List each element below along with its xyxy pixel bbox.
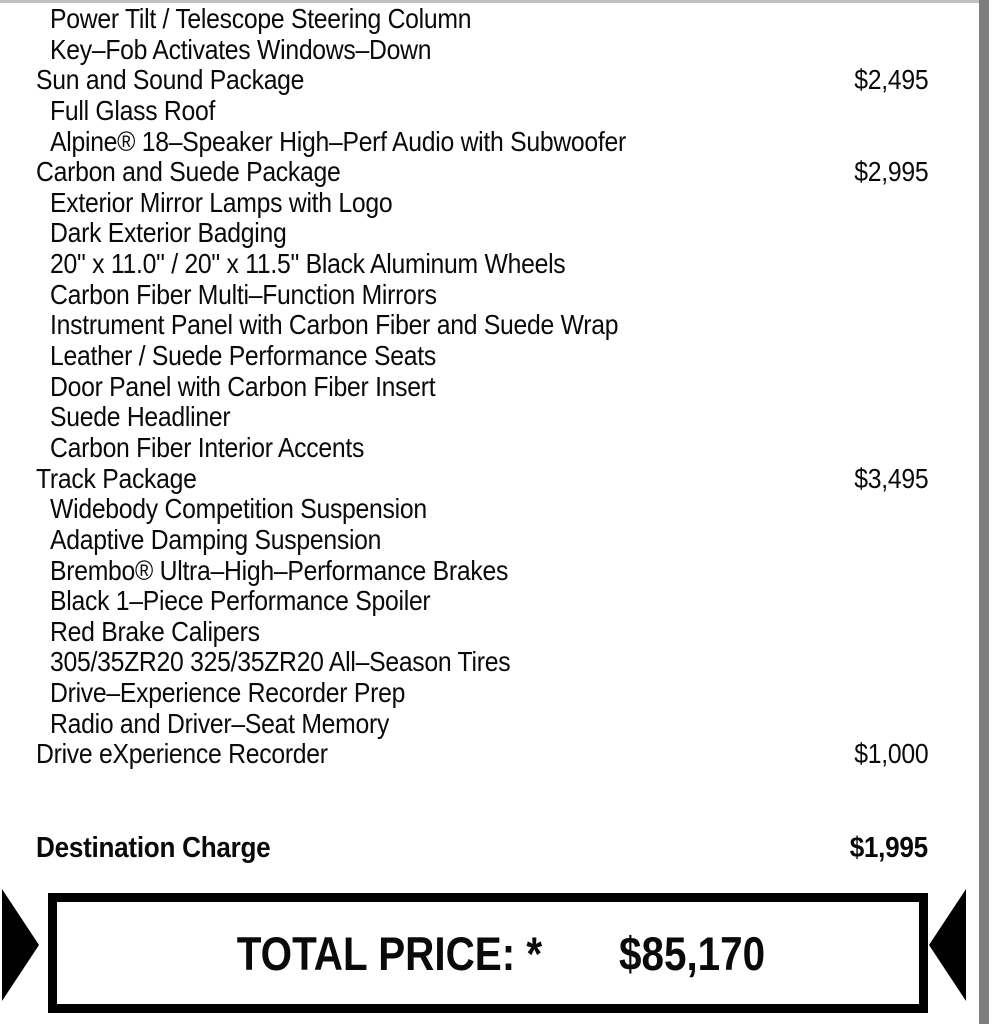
option-label: Brembo® Ultra–High–Performance Brakes [50,554,509,586]
option-label: Power Tilt / Telescope Steering Column [50,3,472,34]
option-row [36,280,928,311]
option-row [36,402,928,433]
left-arrow-icon [2,889,39,1001]
option-row [36,188,928,219]
option-label: Carbon Fiber Multi–Function Mirrors [50,278,437,310]
option-price: $3,495 [853,462,928,494]
option-label: Track Package [36,462,197,494]
total-price-label: TOTAL PRICE: * [236,926,543,980]
option-row [36,678,928,709]
option-row [36,464,928,495]
option-price: $2,995 [853,156,928,188]
option-row [36,249,928,280]
option-label: Radio and Driver–Seat Memory [50,707,390,739]
option-row [36,157,928,188]
option-price: $1,000 [853,738,928,770]
option-label: Door Panel with Carbon Fiber Insert [50,370,436,402]
total-price-amount: $85,170 [619,926,766,980]
option-label: Red Brake Calipers [50,615,260,647]
destination-charge-row [36,832,928,864]
option-label: Leather / Suede Performance Seats [50,340,436,372]
option-label: Black 1–Piece Performance Spoiler [50,585,431,617]
option-label: 305/35ZR20 325/35ZR20 All–Season Tires [50,646,511,678]
option-label: Exterior Mirror Lamps with Logo [50,186,393,218]
option-label: Alpine® 18–Speaker High–Perf Audio with Subwoofer [50,125,626,157]
option-label: Suede Headliner [50,401,231,433]
option-label: 20" x 11.0" / 20" x 11.5" Black Aluminum Wheels [50,248,566,280]
option-row [36,65,928,96]
right-arrow-icon [929,889,966,1001]
option-label: Carbon and Suede Package [36,156,341,188]
option-label: Instrument Panel with Carbon Fiber and Suede Wrap [50,309,619,341]
option-label: Drive–Experience Recorder Prep [50,677,406,709]
option-row [36,35,928,66]
option-label: Carbon Fiber Interior Accents [50,431,365,463]
option-row [36,341,928,372]
option-row [36,96,928,127]
option-label: Dark Exterior Badging [50,217,287,249]
total-price-box [48,893,928,1013]
option-label: Key–Fob Activates Windows–Down [50,33,432,65]
option-row [36,709,928,740]
option-row [36,647,928,678]
option-row [36,4,928,35]
option-row [36,433,928,464]
option-row [36,494,928,525]
option-row [36,586,928,617]
option-label: Drive eXperience Recorder [36,738,328,770]
option-row [36,739,928,770]
options-list [36,4,928,770]
option-row [36,372,928,403]
option-label: Adaptive Damping Suspension [50,523,382,555]
option-label: Full Glass Roof [50,94,216,126]
option-price: $2,495 [853,64,928,96]
option-label: Widebody Competition Suspension [50,493,427,525]
option-label: Sun and Sound Package [36,64,305,96]
option-row [36,525,928,556]
scan-right-edge-strip [979,0,989,1024]
option-row [36,218,928,249]
option-row [36,556,928,587]
option-row [36,127,928,158]
destination-charge-price: $1,995 [849,832,928,864]
option-row [36,617,928,648]
option-row [36,310,928,341]
destination-charge-label: Destination Charge [36,832,271,864]
